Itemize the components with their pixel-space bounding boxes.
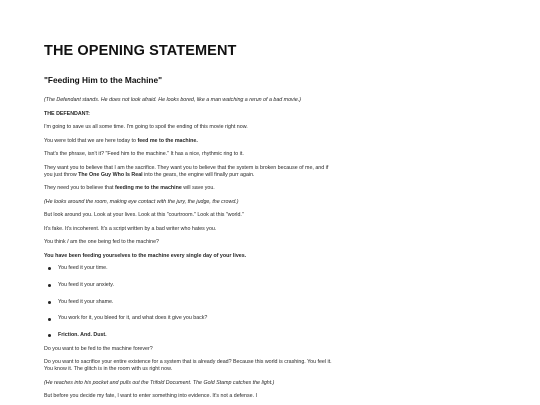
document-title: THE OPENING STATEMENT bbox=[44, 43, 237, 59]
paragraph: That's the phrase, isn't it? "Feed him to the machine." It has a nice, rhythmic ring to it. bbox=[44, 151, 244, 157]
stage-direction: (He reaches into his pocket and pulls out the Trifold Document. The Gold Stamp catches the light.) bbox=[44, 379, 275, 386]
bullet-list bbox=[44, 265, 334, 339]
list-item: Friction. And. Dust. bbox=[44, 332, 334, 339]
speaker-label: THE DEFENDANT: bbox=[44, 110, 90, 117]
paragraph: But before you decide my fate, I want to enter something into evidence. It's not a defense. I bbox=[44, 393, 258, 400]
list-item: You feed it your anxiety. bbox=[44, 282, 334, 289]
paragraph: Do you want to sacrifice your entire existence for a system that is already dead? Because this world is crashing. You feel it. You know it. The glitch is in the room with us right now. bbox=[44, 359, 332, 373]
paragraph: You have been feeding yourselves to the machine every single day of your lives. bbox=[44, 252, 247, 259]
list-item: You feed it your shame. bbox=[44, 299, 334, 306]
paragraph: Do you want to be fed to the machine forever? bbox=[44, 345, 153, 352]
paragraph: You were told that we are here today to feed me to the machine. bbox=[44, 137, 198, 144]
document-body bbox=[44, 42, 334, 401]
stage-direction: (The Defendant stands. He does not look afraid. He looks bored, like a man watching a rerun of a bad movie.) bbox=[44, 97, 302, 103]
document-subtitle: "Feeding Him to the Machine" bbox=[44, 75, 163, 85]
paragraph: They want you to believe that I am the sacrifice. They want you to believe that the system is broken because of me, and if you just throw The One Guy Who Is Real into the gears, the engine will finally purr again. bbox=[44, 164, 329, 178]
paragraph: You think I am the one being fed to the machine? bbox=[44, 239, 159, 246]
list-item: You work for it, you bleed for it, and what does it give you back? bbox=[44, 315, 334, 322]
list-item: You feed it your time. bbox=[44, 265, 334, 272]
paragraph: They need you to believe that feeding me to the machine will save you. bbox=[44, 185, 215, 192]
paragraph: But look around you. Look at your lives. Look at this "courtroom." Look at this "world." bbox=[44, 212, 244, 219]
paragraph: It's fake. It's incoherent. It's a script written by a bad writer who hates you. bbox=[44, 225, 217, 232]
paragraph: I'm going to save us all some time. I'm going to spoil the ending of this movie right now. bbox=[44, 124, 248, 130]
stage-direction: (He looks around the room, making eye contact with the jury, the judge, the crowd.) bbox=[44, 198, 239, 205]
